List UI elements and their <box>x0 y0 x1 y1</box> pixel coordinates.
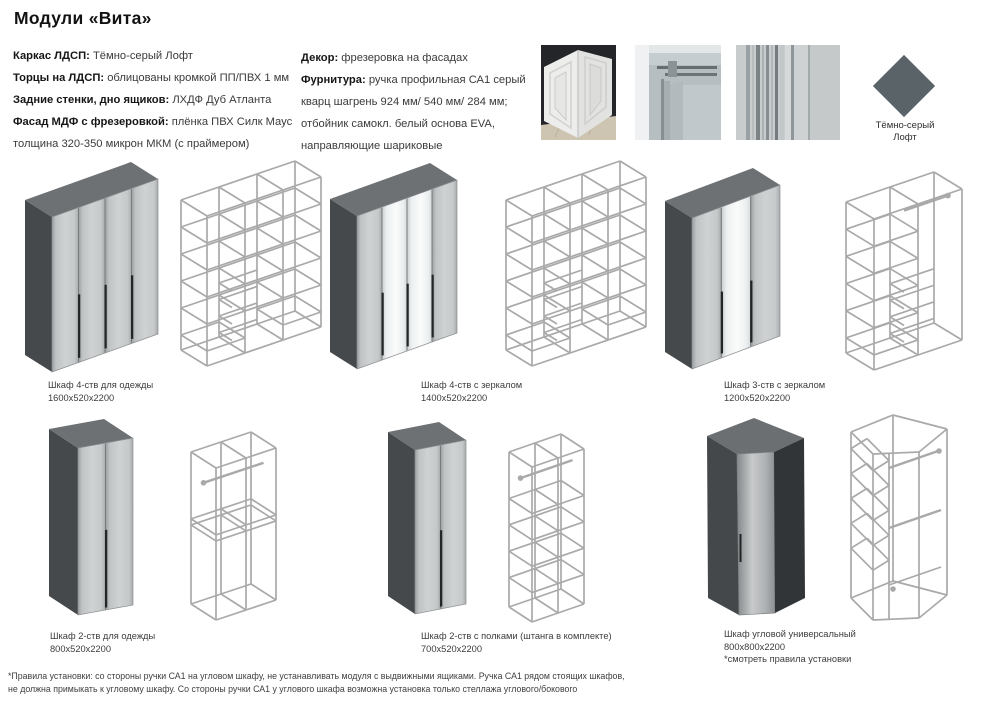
module-5-wardrobe-frame <box>509 434 584 622</box>
module-note: *смотреть правила установки <box>724 654 852 664</box>
module-4-wardrobe-solid <box>49 419 133 615</box>
module-size: 1400x520x2200 <box>421 392 488 403</box>
spec-value: фрезеровка на фасадах <box>338 52 468 64</box>
module-name: Шкаф 2-ств с полками (штанга в комплекте) <box>421 631 612 641</box>
page-title: Модули «Вита» <box>14 8 152 28</box>
module-name: Шкаф 2-ств для одежды <box>50 631 156 641</box>
module-caption-4 <box>50 630 155 655</box>
module-3-wardrobe-frame <box>846 172 962 370</box>
module-caption-5 <box>421 630 612 655</box>
spec-value: Тёмно-серый Лофт <box>89 50 193 62</box>
module-1-wardrobe-frame <box>181 161 321 366</box>
spec-label: Фурнитура: <box>301 74 366 86</box>
spec-value: плёнка ПВХ Силк Маус <box>168 116 293 128</box>
swatch-name-line2: Лофт <box>893 132 917 143</box>
installation-rules-footnote <box>8 670 625 696</box>
swatch-name-line1: Тёмно-серый <box>875 120 935 131</box>
module-size: 800x520x2200 <box>50 643 112 654</box>
module-name: Шкаф 4-ств с зеркалом <box>421 380 523 390</box>
spec-value: ручка профильная СА1 серый <box>365 74 526 86</box>
module-size: 700x520x2200 <box>421 643 483 654</box>
spec-value: облицованы кромкой ПП/ПВХ 1 мм <box>104 72 290 84</box>
module-size: 1600x520x2200 <box>48 392 115 403</box>
spec-value: отбойник самокл. белый основа EVA, <box>301 118 495 130</box>
spec-value: ЛХДФ Дуб Атланта <box>169 94 272 106</box>
spec-label: Каркас ЛДСП: <box>13 50 90 62</box>
spec-value: толщина 320-350 микрон МКМ (с праймером) <box>13 138 250 150</box>
module-name: Шкаф 4-ств для одежды <box>48 380 154 390</box>
module-size: 800x800x2200 <box>724 641 786 652</box>
module-caption-1 <box>48 379 153 404</box>
module-2-wardrobe-solid <box>330 163 457 369</box>
spec-label: Задние стенки, дно ящиков: <box>13 94 170 106</box>
spec-label: Декор: <box>301 52 339 64</box>
module-name: Шкаф угловой универсальный <box>724 629 856 639</box>
spec-value: направляющие шариковые <box>301 140 443 152</box>
module-name: Шкаф 3-ств с зеркалом <box>724 380 826 390</box>
module-caption-6 <box>724 628 856 666</box>
footnote-line1: *Правила установки: со стороны ручки СА1 на угловом шкафу, не устанавливать модуля с выдвижными ящиками. Ручка СА1 рядом стоящих шкафов, <box>8 671 625 681</box>
module-caption-3 <box>724 379 825 404</box>
footnote-line2: не должна примыкать к угловому шкафу. Со стороны ручки СА1 у углового шкафа возможна установка только стеллажа углового/бокового <box>8 684 578 694</box>
spec-label: Фасад МДФ с фрезеровкой: <box>13 116 169 128</box>
module-6-corner-wardrobe-frame <box>851 415 947 620</box>
spec-label: Торцы на ЛДСП: <box>13 72 105 84</box>
module-size: 1200x520x2200 <box>724 392 791 403</box>
module-4-wardrobe-frame <box>191 432 276 620</box>
module-5-wardrobe-solid <box>388 422 466 614</box>
module-2-wardrobe-frame <box>506 161 646 366</box>
module-caption-2 <box>421 379 522 404</box>
spec-value: кварц шагрень 924 мм/ 540 мм/ 284 мм; <box>301 96 508 108</box>
module-1-wardrobe-solid <box>25 162 158 372</box>
module-3-wardrobe-solid <box>665 168 780 369</box>
module-6-corner-wardrobe-solid <box>707 418 805 615</box>
